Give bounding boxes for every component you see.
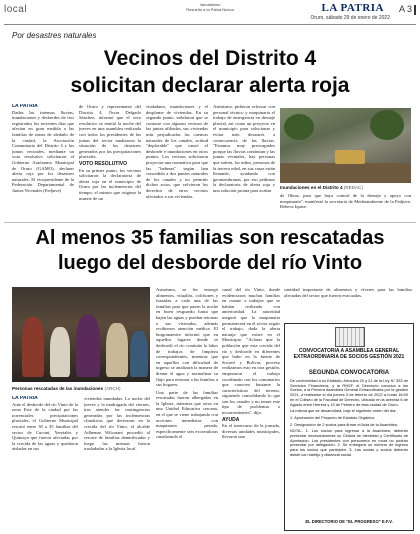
article1-col4-text: Asimismo, pidieron reforzar con personal técnico y maquinaria el trabajo de emergencia en drenaje pluvial, así como un proyecto en el municipio para solucionar y evitar más desastres a consecuencia de las lluvias. "Estamos muy preocupados porque las lluvias continúan y las juntas vecinales, hay personas que sufren, los niños, personas de la tercera edad, en sus casas están llenando, ayudando con geomembranas, por eso pedimos la declaratoria de alerta roja y una solución pronta para acabar (213, 104, 275, 193)
page-marker-bar (414, 5, 416, 15)
article2-headline-line2: luego del desborde del río Vinto (57, 252, 363, 274)
photo-person (22, 317, 44, 377)
article1-headline-line1: Vecinos del Distrito 4 (103, 47, 317, 70)
article1-column-4 (213, 104, 275, 218)
notice-note: NOTA.- 1. Los socios para ingresar a la Asamblea, deberán presentar necesariamente su Cédula de Identidad y Certificado de Aportación. Los presidentes con personería en mora no podrán presentar por delegación. 2. Se entregará un número de ingreso para los socios que participen. 3. Las socias y socios deberán asistir con barbijo y distancia social. (290, 428, 408, 457)
article2-column-2 (156, 287, 218, 530)
assembly-notice (284, 323, 414, 531)
notice-subtitle: SEGUNDA CONVOCATORIA (308, 370, 390, 376)
article2-column-1 (12, 396, 78, 530)
article1-col1-text: Dadas las intensas lluvias, inundaciones y desbordes de ríos registrados los recientes días que afectan en gran medida a las familias de zonas de aledaño de la ciudad, la Asociación Comunitaria del Distrito 4 y las juntas vecinales, mediante un voto resolutivo solicitaron al Gobierno Autónomo Municipal de Oruro (GAMO), declarar alerta roja por los desastres naturales. El vicepresidente de la Federación Departamental de Juntas Vecinales (Fedjuve) (12, 109, 74, 193)
article2-column-2a (84, 396, 150, 530)
article1-column-2 (79, 104, 141, 218)
article1-byline: LA PATRIA (12, 104, 38, 109)
notice-signature: EL DIRECTORIO DE "EL PROGRESO" E.F.V. (305, 519, 393, 524)
article1-headline-line2: solicitan declarar alerta roja (70, 74, 350, 97)
photo-person (50, 327, 70, 377)
article2-photo-credit: (ARCH) (104, 386, 121, 391)
cooperative-logo (335, 327, 365, 347)
article2-column-3 (222, 287, 280, 530)
photo-excavator (335, 150, 365, 164)
article2-col3-text: Una parte de las familias rescatadas fueron albergadas en la Iglesia, mientras que otras en una Unidad Educativa cercana, en el que se viene trabajando con acciones inmediatas con maquinaria pesada, específicamente seis excavadoras canalizando el (156, 389, 218, 440)
header-tagline-line2: Resuelto a la Patria Nueva (186, 7, 234, 12)
article1-column-3 (146, 104, 208, 218)
article2-column-4 (284, 287, 412, 319)
article2-col2b-text: Asimismo, se les entregó alimentos, vituallas, colchones y frazadas a cada una de las familias para que pasen la noche en buen resguardo hasta que bajen las aguas y puedan retornar a sus viviendas, además recibieron atención médica. El burgomaestre informó que en aquellos lugares donde se desbordó el río continúa la labor de trabajos de limpieza correspondientes, mientras que en aquellos con dificultad de ingreso se analizará la manera de drenar el agua y normalizar su flujo para retornar a las familias a sus hogares. (156, 287, 218, 388)
page-number-text: A 3 (398, 4, 412, 14)
article2-headline-line1: Al menos 35 familias son rescatadas (35, 227, 385, 249)
photo-person (106, 323, 128, 377)
article2-col4b-text: En el transcurso de la jornada, diversas unidades municipales, llevaron una (222, 423, 280, 440)
notice-paragraph: La misma que se desarrollará, bajo el siguiente orden del día: (290, 408, 397, 414)
article2-col2a-text: viviendas inundadas. La noche del jueves y la madrugada del viernes, tras atender las contingencias generadas por las inclemencias climáticas que derivaron en la crecida del río Vinto, el alcalde Adhemar Wilcarani procedió al rescate de familias damnificadas y luego las mismas fueron trasladadas a la Iglesia local. (84, 396, 150, 452)
article-divider (4, 222, 416, 223)
photo-tree (370, 110, 404, 140)
notice-body (290, 379, 408, 460)
notice-paragraph: De conformidad a su Estatuto, Artículos 20 y 21 de la Ley N° 353 de Servicios Financieros, y la RNSF, el Directorio convoca a los Socios, a la Primera Asamblea General Extraordinaria por la gestión 2021, a realizarse el día jueves 3 de febrero de 2022 a horas 16:00 en el Coliseo de la Facultad de Derecho, ubicado en la avenida 6 de Agosto entre Herrera y 10 de Febrero de esta ciudad de Oruro. (290, 378, 408, 407)
photo-person (130, 331, 148, 377)
article2-photo (12, 287, 150, 382)
photo-tree (284, 114, 314, 140)
photo-ground (280, 163, 411, 183)
article1-column-5 (280, 193, 411, 219)
header-tagline (150, 2, 270, 12)
article1-caption-text: Inundaciones en el Distrito 4 (280, 185, 343, 190)
article2-photo-caption (12, 386, 150, 391)
article1-col2-text: de Oruro y representante del Distrito 4, Óscar Delgado Sánchez, informó que el voto resolutivo se emitió la noche del jueves en una asamblea realizada con todos los presidentes de las juntas del sector analizaron la situación de los desastres generados por las precipitaciones pluviales. (79, 104, 141, 160)
header-rule (4, 24, 416, 25)
notice-agenda-item: 2. Designación de 2 socios para firmar el Acta de la Asamblea. (290, 421, 398, 427)
article2-subhead: AYUDA (222, 416, 240, 423)
notice-agenda-item: 1. Aprobación del Proyecto de Estatuto Orgánico. (290, 414, 376, 420)
article1-photo-caption (280, 185, 411, 190)
newspaper-logo: LA PATRIA (321, 2, 384, 14)
article2-col1-text: Ante el desborde del río Vinto de la zona Este de la ciudad por las torrenciales precipitaciones pluviales, el Gobierno Municipal rescató entre 30 a 35 familias del sector de Cucuni, Yeretales y Quimaya que fueron afectadas por la crecida de las aguas y quedaron aisladas en sus (12, 401, 78, 452)
article1-col2b-text: En su primer punto, los vecinos solicitaron la declaratoria de alerta roja en el municipio de Oruro por las inclemencias del tiempo, el mismo que originar la muerte de un (79, 167, 141, 201)
article2-col5-text: cantidad importante de alimentos y víveres para las familias afectadas del sector que fueron evacuadas. (284, 287, 412, 298)
article1-photo-credit: (REDAC) (343, 185, 363, 190)
notice-title: CONVOCATORIA A ASAMBLEA GENERAL EXTRAORDINARIA DE SOCIOS GESTIÓN 2021 (293, 348, 405, 360)
header-tagline-line1: Vandalismo (199, 2, 221, 7)
article1-col3-text: ciudadano, inundaciones y el desplome de viviendas. En su segundo punto, señalaron que se contacte con algunos vecinos de las juntas afiliadas, sus viviendas más perjudicadas las cuencas naturales de los canales, actitud "deplorable" que causó el desborde e inundaciones en otros puntos. Los vecinos solicitaron proyectar una normativa para que las "bañeras" según han concedido a dos puntos naturales de los canales y no permitir dichos actos, que volvieron los derechos de otros vecinos afectados a sus viviendas. (146, 104, 208, 199)
section-label: local (4, 4, 28, 15)
article2-byline: LA PATRIA (12, 396, 38, 401)
article1-subhead: VOTO RESOLUTIVO (79, 160, 127, 167)
article2-col4-text: canal del río Vinto, donde evidenciaron muchas familias en cuanto a trabajos que se habían realizado con anterioridad. La autoridad aseguró que la maquinaria permanecerá en el sector seguir el trabajo, dada la alerta naranja que existe en el Municipio. "Aclarar que la población que esta crecida del río y desborde en diferentes que hubo en la fuente de Socavé y Bolívar, proceso realizamos esto en otra gestión, empezaron el trabajo coordinado con los comunarios que conocen bastante la características del terreno, siguiendo consolidando lo que son los canales y no temer este tipo de problemas o inconvenientes", dijo. (222, 287, 280, 416)
article1-kicker: Por desastres naturales (12, 31, 97, 40)
issue-date: Oruro, sábado 29 de enero de 2022 (310, 15, 390, 21)
page-number (399, 4, 416, 15)
photo-person (76, 315, 100, 377)
article2-caption-text: Personas rescatadas de las inundaciones (12, 386, 104, 391)
article1-photo (280, 108, 411, 183)
article1-col5-text: de Obras, para que haya control de la drenaje y apoyo con maquinaria", manifestó la secretaria de Medioambiente de la Fedjuve, Rebeca Iquise. (280, 193, 411, 210)
article1-column-1 (12, 104, 74, 218)
